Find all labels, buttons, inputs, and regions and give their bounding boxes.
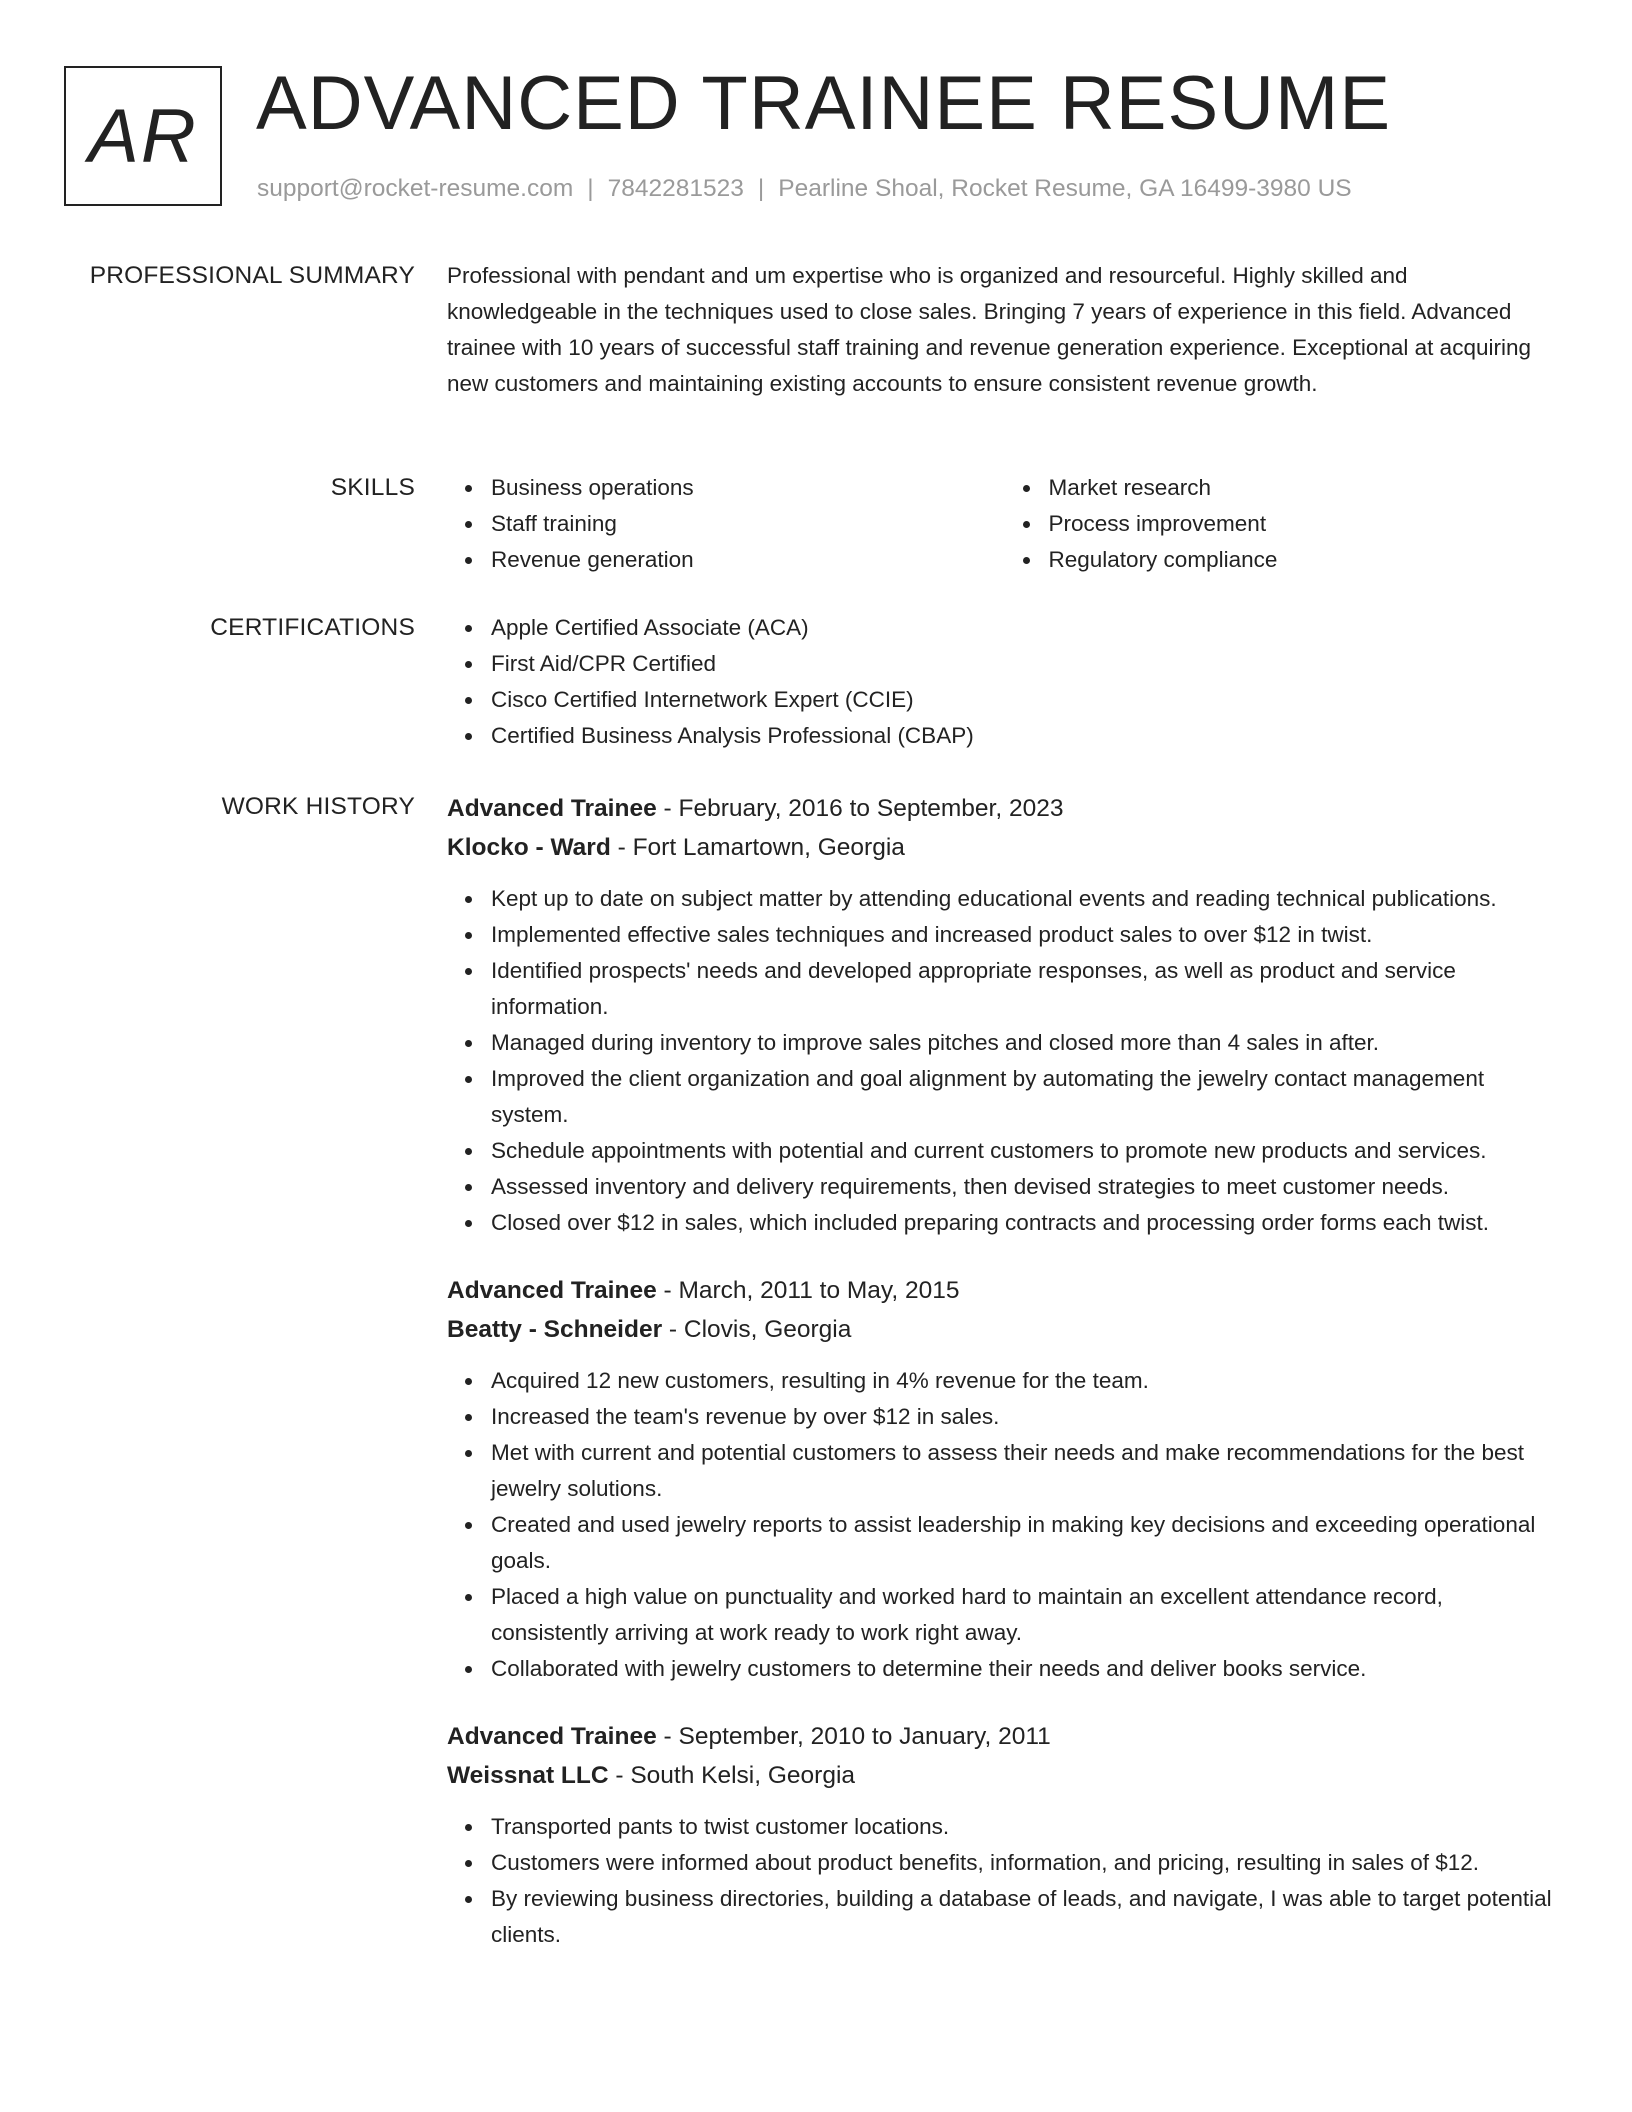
- job-location: - South Kelsi, Georgia: [608, 1762, 856, 1789]
- certifications-list: [447, 610, 1562, 754]
- job-company-line: [447, 828, 1562, 867]
- certifications-body: [447, 610, 1562, 754]
- job-dates: - February, 2016 to September, 2023: [656, 795, 1064, 822]
- work-history-body: [447, 789, 1562, 1953]
- skills-body: [447, 470, 1562, 578]
- list-item: Closed over $12 in sales, which included preparing contracts and processing order forms each twist.: [491, 1205, 1562, 1241]
- contact-line: [257, 173, 1352, 205]
- list-item: Transported pants to twist customer locations.: [491, 1809, 1562, 1845]
- list-item: Increased the team's revenue by over $12 in sales.: [491, 1399, 1562, 1435]
- job-title: Advanced Trainee: [447, 1277, 657, 1304]
- job-company: Klocko - Ward: [447, 834, 611, 861]
- job-location: - Fort Lamartown, Georgia: [610, 834, 905, 861]
- list-item: Staff training: [491, 506, 1005, 542]
- list-item: Collaborated with jewelry customers to determine their needs and deliver books service.: [491, 1651, 1562, 1687]
- job-dates: - September, 2010 to January, 2011: [656, 1723, 1051, 1750]
- page-title: ADVANCED TRAINEE RESUME: [256, 61, 1392, 146]
- list-item: Apple Certified Associate (ACA): [491, 610, 1562, 646]
- list-item: Cisco Certified Internetwork Expert (CCIE): [491, 682, 1562, 718]
- job-location: - Clovis, Georgia: [662, 1316, 852, 1343]
- job-title-line: [447, 1717, 1562, 1756]
- summary-body: [447, 258, 1562, 402]
- list-item: Market research: [1049, 470, 1563, 506]
- list-item: Customers were informed about product benefits, information, and pricing, resulting in sales of $12.: [491, 1845, 1562, 1881]
- list-item: Schedule appointments with potential and current customers to promote new products and services.: [491, 1133, 1562, 1169]
- job-entry: [447, 1271, 1562, 1687]
- job-entry: [447, 789, 1562, 1241]
- job-entry: [447, 1717, 1562, 1953]
- list-item: Implemented effective sales techniques and increased product sales to over $12 in twist.: [491, 917, 1562, 953]
- list-item: Regulatory compliance: [1049, 542, 1563, 578]
- list-item: Met with current and potential customers to assess their needs and make recommendations for the best jewelry solutions.: [491, 1435, 1562, 1507]
- skills-list-right: [1005, 470, 1563, 578]
- resume-header: [64, 61, 1584, 216]
- skills-list-left: [447, 470, 1005, 578]
- list-item: By reviewing business directories, building a database of leads, and navigate, I was able to target potential clients.: [491, 1881, 1562, 1953]
- job-company-line: [447, 1310, 1562, 1349]
- section-heading-work-history: WORK HISTORY: [221, 793, 415, 820]
- list-item: Process improvement: [1049, 506, 1563, 542]
- section-heading-certifications: CERTIFICATIONS: [210, 614, 415, 641]
- list-item: Improved the client organization and goal alignment by automating the jewelry contact management system.: [491, 1061, 1562, 1133]
- job-bullets: [447, 1809, 1562, 1953]
- contact-separator: |: [757, 175, 765, 202]
- job-bullets: [447, 881, 1562, 1241]
- list-item: First Aid/CPR Certified: [491, 646, 1562, 682]
- list-item: Placed a high value on punctuality and worked hard to maintain an excellent attendance record, consistently arriving at work ready to work right away.: [491, 1579, 1562, 1651]
- contact-address: Pearline Shoal, Rocket Resume, GA 16499-3980 US: [778, 175, 1352, 202]
- section-heading-skills: SKILLS: [330, 474, 415, 501]
- contact-email[interactable]: support@rocket-resume.com: [257, 175, 574, 202]
- list-item: Identified prospects' needs and developed appropriate responses, as well as product and service information.: [491, 953, 1562, 1025]
- list-item: Acquired 12 new customers, resulting in 4% revenue for the team.: [491, 1363, 1562, 1399]
- list-item: Business operations: [491, 470, 1005, 506]
- list-item: Kept up to date on subject matter by attending educational events and reading technical publications.: [491, 881, 1562, 917]
- job-title-line: [447, 1271, 1562, 1310]
- monogram-logo: AR: [64, 66, 222, 206]
- job-title-line: [447, 789, 1562, 828]
- job-title: Advanced Trainee: [447, 1723, 657, 1750]
- section-heading-summary: PROFESSIONAL SUMMARY: [89, 262, 415, 289]
- job-company: Beatty - Schneider: [447, 1316, 663, 1343]
- list-item: Certified Business Analysis Professional (CBAP): [491, 718, 1562, 754]
- job-title: Advanced Trainee: [447, 795, 657, 822]
- job-bullets: [447, 1363, 1562, 1687]
- contact-phone[interactable]: 7842281523: [607, 175, 744, 202]
- list-item: Created and used jewelry reports to assist leadership in making key decisions and exceeding operational goals.: [491, 1507, 1562, 1579]
- job-dates: - March, 2011 to May, 2015: [656, 1277, 960, 1304]
- list-item: Managed during inventory to improve sales pitches and closed more than 4 sales in after.: [491, 1025, 1562, 1061]
- summary-text: Professional with pendant and um expertise who is organized and resourceful. Highly skilled and knowledgeable in the techniques used to close sales. Bringing 7 years of experience in this field. Advanced trainee with 10 years of successful staff training and revenue generation experience. Exceptional at acquiring new customers and maintaining existing accounts to ensure consistent revenue growth.: [447, 263, 1531, 396]
- contact-separator: |: [587, 175, 594, 202]
- list-item: Assessed inventory and delivery requirements, then devised strategies to meet customer needs.: [491, 1169, 1562, 1205]
- job-company-line: [447, 1756, 1562, 1795]
- job-company: Weissnat LLC: [447, 1762, 609, 1789]
- list-item: Revenue generation: [491, 542, 1005, 578]
